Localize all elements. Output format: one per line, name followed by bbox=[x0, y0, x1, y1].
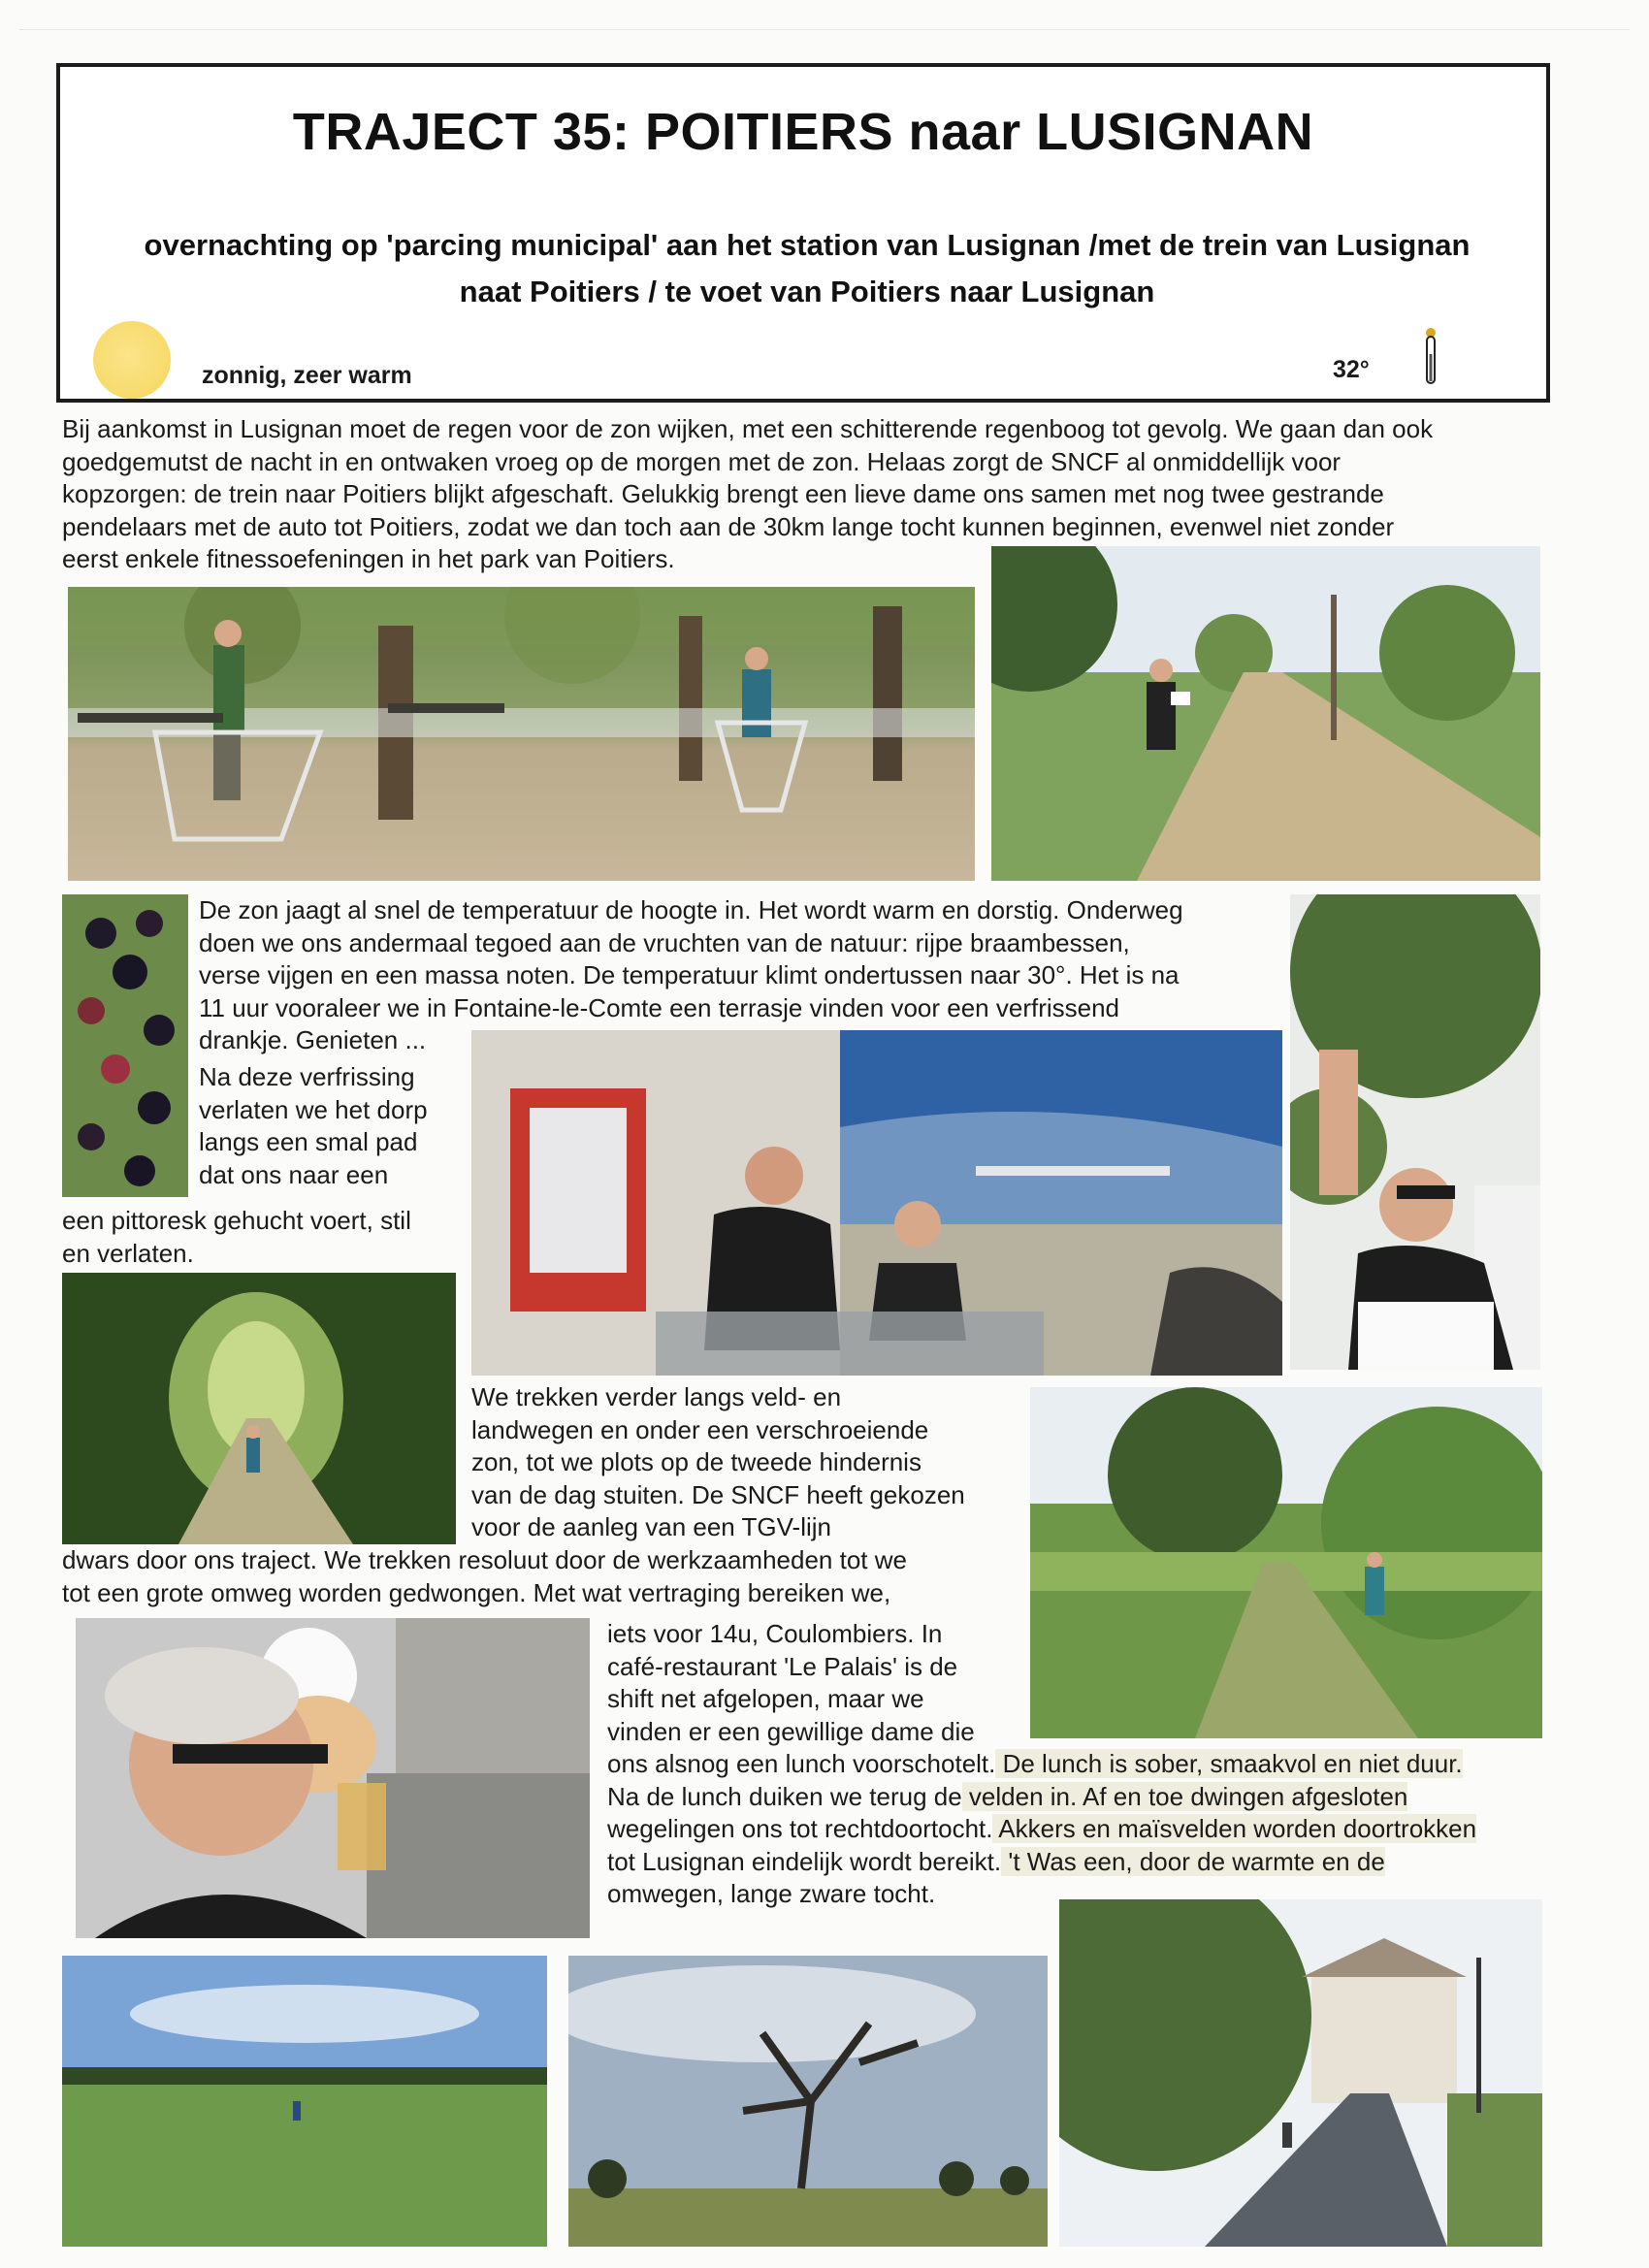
text-line: iets voor 14u, Coulombiers. In bbox=[607, 1619, 943, 1648]
page-title: TRAJECT 35: POITIERS naar LUSIGNAN bbox=[292, 103, 1314, 161]
text-line bbox=[607, 1748, 1548, 1781]
tgv-paragraph bbox=[471, 1381, 1003, 1544]
page-subtitle bbox=[99, 222, 1515, 315]
photo-path-walker bbox=[991, 546, 1540, 881]
lunch-paragraph-cont bbox=[607, 1748, 1548, 1911]
highlighted-text: 't Was een, door de warmte en de bbox=[1001, 1846, 1385, 1876]
text-line: 11 uur vooraleer we in Fontaine-le-Comte een terrasje vinden voor een verfrissend bbox=[199, 992, 1120, 1022]
photo-village-street bbox=[1059, 1899, 1542, 2247]
header-box bbox=[56, 63, 1550, 403]
text-line bbox=[607, 1813, 1548, 1846]
sun-icon bbox=[93, 321, 171, 399]
text-line: vinden er een gewillige dame die bbox=[607, 1716, 975, 1746]
tgv-paragraph-cont bbox=[62, 1544, 1005, 1609]
text-line: landwegen en onder een verschroeiende bbox=[471, 1414, 929, 1444]
text-line: Bij aankomst in Lusignan moet de regen voor de zon wijken, met een schitterende regenboog tot gevolg. We gaan dan ook bbox=[62, 414, 1434, 443]
text-line: café-restaurant 'Le Palais' is de bbox=[607, 1651, 958, 1681]
text-segment: tot Lusignan eindelijk wordt bereikt. bbox=[607, 1846, 1002, 1876]
photo-terrace-drink bbox=[471, 1030, 1282, 1376]
photo-dead-tree bbox=[568, 1956, 1048, 2247]
text-line: drankje. Genieten ... bbox=[199, 1025, 427, 1054]
weather-text: zonnig, zeer warm bbox=[202, 362, 412, 389]
text-line: dat ons naar een bbox=[199, 1159, 389, 1189]
subtitle-line-1: overnachting op 'parcing municipal' aan het station van Lusignan /met de trein van Lusignan bbox=[144, 228, 1471, 262]
text-line: langs een smal pad bbox=[199, 1127, 418, 1156]
photo-drinking-beer bbox=[76, 1618, 590, 1938]
text-line: pendelaars met de auto tot Poitiers, zodat we dan toch aan de 30km lange tocht kunnen beginnen, evenwel niet zonder bbox=[62, 511, 1395, 541]
highlighted-text: velden in. Af en toe dwingen afgesloten bbox=[961, 1781, 1408, 1811]
village-paragraph bbox=[199, 1061, 466, 1191]
photo-fig-picking bbox=[1290, 894, 1540, 1370]
text-line: dwars door ons traject. We trekken resoluut door de werkzaamheden tot we bbox=[62, 1545, 907, 1574]
text-line: zon, tot we plots op de tweede hindernis bbox=[471, 1447, 922, 1476]
lunch-paragraph bbox=[607, 1618, 1007, 1748]
text-line bbox=[607, 1846, 1548, 1879]
text-line: doen we ons andermaal tegoed aan de vruchten van de natuur: rijpe braambessen, bbox=[199, 927, 1130, 957]
photo-meadow-path bbox=[1030, 1387, 1542, 1738]
text-line bbox=[607, 1781, 1548, 1814]
thermometer-icon bbox=[1416, 325, 1445, 393]
text-line: goedgemutst de nacht in en ontwaken vroeg op de morgen met de zon. Helaas zorgt de SNCF al onmiddellijk voor bbox=[62, 446, 1342, 476]
text-line: verlaten we het dorp bbox=[199, 1094, 428, 1124]
highlighted-text: De lunch is sober, smaakvol en niet duur. bbox=[995, 1749, 1463, 1778]
text-segment: ons alsnog een lunch voorschotelt. bbox=[607, 1749, 996, 1778]
photo-green-tunnel bbox=[62, 1273, 456, 1544]
text-segment: Na de lunch duiken we terug de bbox=[607, 1781, 962, 1811]
text-line: verse vijgen en een massa noten. De temperatuur klimt ondertussen naar 30°. Het is na bbox=[199, 960, 1180, 989]
text-line: van de dag stuiten. De SNCF heeft gekozen bbox=[471, 1479, 965, 1509]
text-line: Na deze verfrissing bbox=[199, 1062, 415, 1091]
village-paragraph-cont bbox=[62, 1205, 469, 1270]
text-line: shift net afgelopen, maar we bbox=[607, 1684, 924, 1713]
photo-park-fitness bbox=[68, 587, 975, 881]
text-line: tot een grote omweg worden gedwongen. Met wat vertraging bereiken we, bbox=[62, 1577, 891, 1607]
text-line: en verlaten. bbox=[62, 1238, 194, 1268]
photo-field bbox=[62, 1956, 547, 2247]
subtitle-line-2: naat Poitiers / te voet van Poitiers naar Lusignan bbox=[459, 275, 1155, 308]
text-line: De zon jaagt al snel de temperatuur de hoogte in. Het wordt warm en dorstig. Onderweg bbox=[199, 895, 1183, 924]
text-line: een pittoresk gehucht voert, stil bbox=[62, 1206, 411, 1235]
highlighted-text: Akkers en maïsvelden worden doortrokken bbox=[992, 1814, 1477, 1843]
text-line: kopzorgen: de trein naar Poitiers blijkt afgeschaft. Gelukkig brengt een lieve dame ons samen met nog twee gestrande bbox=[62, 479, 1384, 508]
photo-blackberries bbox=[62, 894, 188, 1197]
text-line: We trekken verder langs veld- en bbox=[471, 1382, 842, 1411]
text-segment: wegelingen ons tot rechtdoortocht. bbox=[607, 1814, 993, 1843]
text-line: omwegen, lange zware tocht. bbox=[607, 1879, 936, 1908]
text-line: voor de aanleg van een TGV-lijn bbox=[471, 1512, 831, 1541]
text-line: eerst enkele fitnessoefeningen in het park van Poitiers. bbox=[62, 544, 675, 573]
temperature-text: 32° bbox=[1333, 356, 1370, 383]
